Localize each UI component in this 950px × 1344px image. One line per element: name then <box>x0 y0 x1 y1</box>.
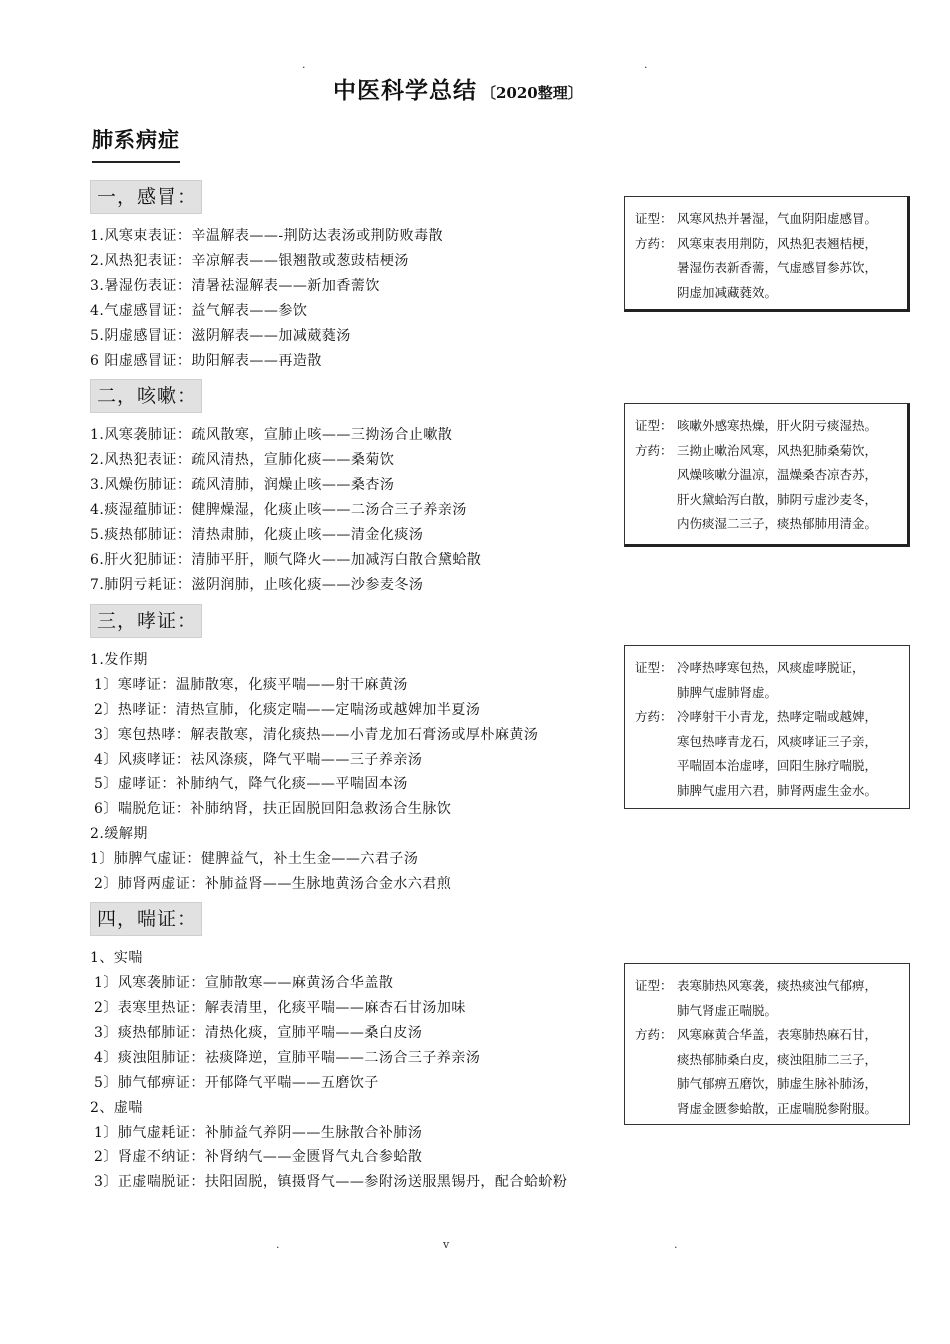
box-text: 风寒风热并暑湿，气血阴阳虚感冒。 <box>677 211 878 226</box>
list-item: 2〕表寒里热证：解表清里，化痰平喘——麻杏石甘汤加味 <box>94 1000 466 1016</box>
box-text: 肾虚金匮参蛤散，正虚喘脱参附服。 <box>677 1100 878 1116</box>
page-mark-v: v <box>443 1238 450 1251</box>
box-text: 肝火黛蛤泻白散，肺阴亏虚沙麦冬， <box>677 491 878 507</box>
section-heading-cough: 二，咳嗽： <box>90 379 202 413</box>
box-label: 方药： <box>635 1027 673 1042</box>
mnemonic-box-cough <box>624 403 910 547</box>
list-item: 1、实喘 <box>90 950 143 966</box>
box-text: 冷哮热哮寒包热，风痰虚哮脱证， <box>677 660 865 675</box>
list-item: 1〕肺气虚耗证：补肺益气养阴——生脉散合补肺汤 <box>94 1125 423 1141</box>
box-label: 证型： <box>635 978 673 993</box>
page-mark-dot: . <box>302 58 306 71</box>
list-item: 1〕肺脾气虚证：健脾益气，补土生金——六君子汤 <box>90 851 419 867</box>
list-item: 2〕肺肾两虚证：补肺益肾——生脉地黄汤合金水六君煎 <box>94 876 452 892</box>
list-item: 4〕风痰哮证：祛风涤痰，降气平喘——三子养亲汤 <box>94 752 423 768</box>
mnemonic-box-cold <box>624 196 910 312</box>
list-item: 3〕寒包热哮：解表散寒，清化痰热——小青龙加石膏汤或厚朴麻黄汤 <box>94 727 539 743</box>
list-item: 6〕喘脱危证：补肺纳肾，扶正固脱回阳急救汤合生脉饮 <box>94 801 452 817</box>
box-label: 方药： <box>635 709 673 724</box>
list-item: 5〕虚哮证：补肺纳气，降气化痰——平喘固本汤 <box>94 776 408 792</box>
page-mark-dot: . <box>276 1238 280 1251</box>
box-label: 证型： <box>635 418 673 433</box>
list-item: 1〕风寒袭肺证：宣肺散寒——麻黄汤合华盖散 <box>94 975 394 991</box>
list-item: 2、虚喘 <box>90 1100 143 1116</box>
list-item: 5.痰热郁肺证：清热肃肺，化痰止咳——清金化痰汤 <box>90 527 424 543</box>
box-text: 三拗止嗽治风寒，风热犯肺桑菊饮， <box>677 442 878 458</box>
box-text: 风寒束表用荆防，风热犯表翘桔梗， <box>677 235 878 251</box>
list-item: 3〕痰热郁肺证：清热化痰，宣肺平喘——桑白皮汤 <box>94 1025 423 1041</box>
box-label: 方药： <box>635 235 673 251</box>
box-text: 暑湿伤表新香薷，气虚感冒参苏饮， <box>677 260 878 275</box>
box-text: 内伤痰湿二三子，痰热郁肺用清金。 <box>677 516 878 531</box>
box-text: 肺脾气虚用六君，肺肾两虚生金水。 <box>677 782 878 798</box>
box-label: 方药： <box>635 442 673 458</box>
list-item: 3〕正虚喘脱证：扶阳固脱，镇摄肾气——参附汤送服黑锡丹，配合蛤蚧粉 <box>94 1174 568 1190</box>
list-item: 1.风寒束表证：辛温解表——-荆防达表汤或荆防败毒散 <box>90 228 444 244</box>
page-mark-dot: . <box>674 1238 678 1251</box>
title-text: 中医科学总结 <box>333 77 477 104</box>
box-text: 肺气郁痹五磨饮，肺虚生脉补肺汤， <box>677 1076 878 1091</box>
document-title <box>333 72 583 105</box>
list-item: 2.缓解期 <box>90 826 148 842</box>
box-text: 风寒麻黄合华盖，表寒肺热麻石甘， <box>677 1027 878 1042</box>
list-item: 1〕寒哮证：温肺散寒，化痰平喘——射干麻黄汤 <box>94 677 408 693</box>
list-item: 5.阴虚感冒证：滋阴解表——加减葳蕤汤 <box>90 328 351 344</box>
box-text: 肺气肾虚正喘脱。 <box>677 1002 778 1018</box>
box-text: 表寒肺热风寒袭，痰热痰浊气郁痹， <box>677 978 878 993</box>
list-item: 2〕肾虚不纳证：补肾纳气——金匮肾气丸合参蛤散 <box>94 1149 423 1165</box>
list-item: 4〕痰浊阻肺证：祛痰降逆，宣肺平喘——二汤合三子养亲汤 <box>94 1050 481 1066</box>
list-item: 6.肝火犯肺证：清肺平肝，顺气降火——加减泻白散合黛蛤散 <box>90 552 482 568</box>
chapter-heading: 肺系病症 <box>92 124 180 163</box>
list-item: 3.暑湿伤表证：清暑祛湿解表——新加香薷饮 <box>90 278 380 294</box>
box-text: 风燥咳嗽分温凉，温燥桑杏凉杏苏， <box>677 467 878 482</box>
box-text: 阴虚加减藏蕤效。 <box>677 284 778 300</box>
mnemonic-box-dyspnea <box>624 963 910 1125</box>
title-subtitle: 〔2020整理〕 <box>481 84 583 102</box>
list-item: 2〕热哮证：清热宣肺，化痰定喘——定喘汤或越婢加半夏汤 <box>94 702 481 718</box>
list-item: 1.风寒袭肺证：疏风散寒，宣肺止咳——三拗汤合止嗽散 <box>90 427 453 443</box>
section-heading-dyspnea: 四，喘证： <box>90 902 202 936</box>
list-item: 5〕肺气郁痹证：开郁降气平喘——五磨饮子 <box>94 1075 379 1091</box>
list-item: 4.气虚感冒证：益气解表——参饮 <box>90 303 308 319</box>
list-item: 6 阳虚感冒证：助阳解表——再造散 <box>90 353 322 369</box>
section-heading-cold: 一，感冒： <box>90 180 202 214</box>
list-item: 1.发作期 <box>90 652 148 668</box>
box-text: 寒包热哮青龙石，风痰哮证三子亲， <box>677 733 878 749</box>
list-item: 3.风燥伤肺证：疏风清肺，润燥止咳——桑杏汤 <box>90 477 395 493</box>
box-text: 平喘固本治虚哮，回阳生脉疗喘脱， <box>677 758 878 773</box>
box-text: 冷哮射干小青龙，热哮定喘或越婢， <box>677 709 878 724</box>
box-text: 痰热郁肺桑白皮，痰浊阻肺二三子， <box>677 1051 878 1067</box>
page-mark-dot: . <box>644 58 648 71</box>
box-text: 咳嗽外感寒热燥，肝火阴亏痰湿热。 <box>677 418 878 433</box>
box-label: 证型： <box>635 211 673 226</box>
list-item: 7.肺阴亏耗证：滋阴润肺，止咳化痰——沙参麦冬汤 <box>90 577 424 593</box>
mnemonic-box-wheezing <box>624 645 910 809</box>
list-item: 4.痰湿蕴肺证：健脾燥湿，化痰止咳——二汤合三子养亲汤 <box>90 502 467 518</box>
box-label: 证型： <box>635 660 673 675</box>
section-heading-wheezing: 三，哮证： <box>90 604 202 638</box>
list-item: 2.风热犯表证：辛凉解表——银翘散或葱豉桔梗汤 <box>90 253 409 269</box>
list-item: 2.风热犯表证：疏风清热，宣肺化痰——桑菊饮 <box>90 452 395 468</box>
box-text: 肺脾气虚肺肾虚。 <box>677 684 778 700</box>
